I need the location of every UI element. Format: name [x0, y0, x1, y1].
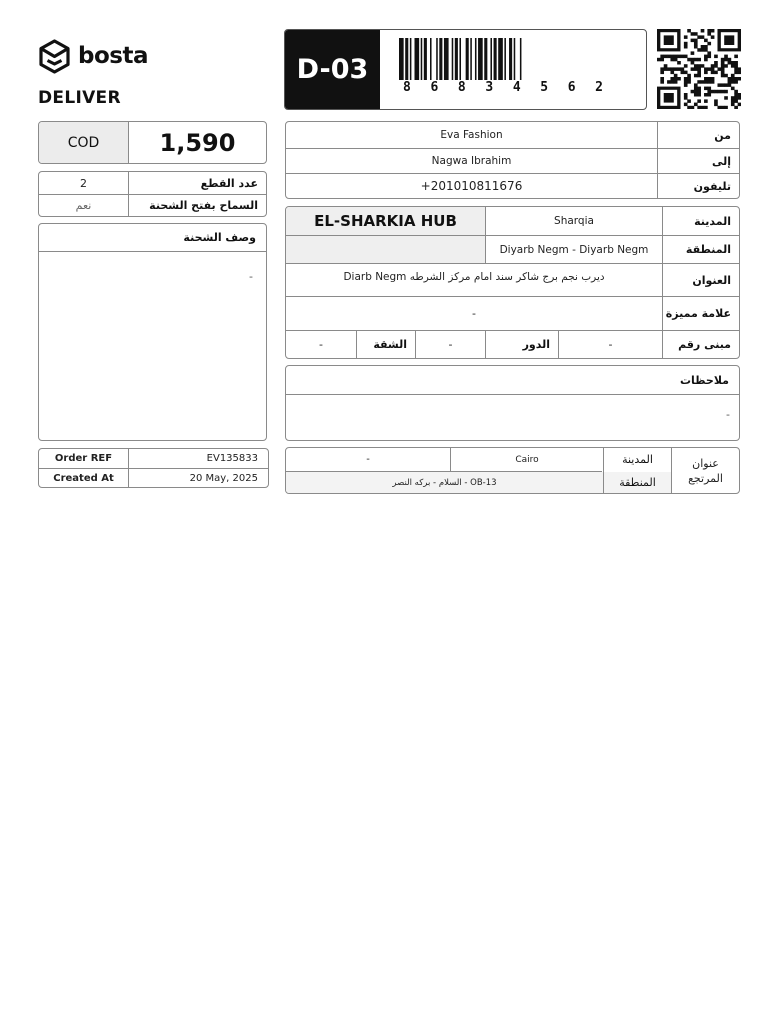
- phone-value: +201010811676: [420, 179, 523, 193]
- area-value: Diyarb Negm - Diyarb Negm: [499, 243, 649, 256]
- cod-label: COD: [39, 122, 128, 163]
- barcode-digit: 2: [595, 80, 603, 95]
- order-info-box: [38, 448, 269, 488]
- cod-amount: 1,590: [159, 128, 236, 157]
- hub-name: EL-SHARKIA HUB: [286, 207, 485, 235]
- barcode-panel: [284, 29, 647, 110]
- landmark-label: علامة مميزة: [665, 307, 731, 320]
- barcode-digit: 3: [485, 80, 494, 95]
- barcode-digits: [403, 80, 603, 95]
- contact-box: [285, 121, 740, 199]
- barcode-digit: 8: [403, 80, 411, 95]
- barcode-digit: 4: [512, 80, 521, 95]
- return-address-label: عنوان المرتجع: [688, 456, 723, 485]
- phone-label: تليفون: [693, 179, 731, 193]
- brand-name: bosta: [78, 43, 148, 69]
- barcode-digit: 6: [567, 80, 576, 95]
- order-ref-value: EV135833: [206, 453, 258, 464]
- pieces-label: عدد القطع: [200, 176, 258, 190]
- description-box: [38, 223, 267, 441]
- return-city-value: Cairo: [515, 454, 539, 465]
- brand-logo: [38, 38, 148, 74]
- barcode: [399, 38, 629, 80]
- address-box: [285, 206, 740, 359]
- floor-value: -: [448, 338, 453, 351]
- zone-code: D-03: [285, 30, 380, 109]
- open-package-value: نعم: [75, 199, 92, 212]
- shipment-info-box: [38, 171, 267, 217]
- hexagon-logo-icon: [38, 39, 71, 74]
- building-label: مبنى رقم: [678, 338, 731, 351]
- to-label: إلى: [711, 154, 731, 168]
- city-label: المدينة: [694, 214, 731, 228]
- description-value: -: [249, 269, 253, 283]
- barcode-digit: 8: [457, 80, 466, 95]
- return-area-label: المنطقة: [604, 472, 671, 493]
- barcode-digit: 5: [540, 80, 549, 95]
- from-value: Eva Fashion: [440, 129, 503, 141]
- apartment-label: الشقة: [373, 338, 407, 351]
- created-at-label: Created At: [53, 472, 114, 484]
- return-city-label: المدينة: [622, 453, 653, 466]
- hub-secondary: [286, 236, 485, 263]
- notes-box: [285, 365, 740, 441]
- address-value: Diarb Negm ديرب نجم برج شاكر سند امام مركز الشرطه: [343, 271, 605, 283]
- notes-label: ملاحظات: [680, 373, 729, 387]
- notes-value: -: [726, 407, 730, 421]
- order-ref-label: Order REF: [54, 453, 113, 464]
- address-label: العنوان: [692, 273, 731, 287]
- area-label: المنطقة: [685, 243, 731, 256]
- city-value: Sharqia: [554, 215, 594, 227]
- description-label: وصف الشحنة: [183, 231, 256, 244]
- deliver-label: DELIVER: [38, 88, 121, 108]
- building-value: -: [608, 338, 613, 351]
- floor-label: الدور: [522, 338, 550, 351]
- landmark-value: -: [472, 307, 476, 320]
- return-address-box: [285, 447, 740, 494]
- barcode-digit: 6: [430, 80, 439, 95]
- cod-box: [38, 121, 267, 164]
- from-label: من: [714, 128, 731, 142]
- qr-code: [657, 29, 741, 109]
- created-at-value: 20 May, 2025: [189, 472, 258, 484]
- pieces-value: 2: [80, 176, 87, 190]
- return-area-value: السلام - بركه النصر - OB-13: [286, 472, 603, 493]
- apartment-value: -: [319, 338, 323, 351]
- return-city-extra: -: [366, 454, 370, 465]
- to-value: Nagwa Ibrahim: [431, 155, 512, 167]
- open-package-label: السماح بفتح الشحنة: [149, 199, 258, 212]
